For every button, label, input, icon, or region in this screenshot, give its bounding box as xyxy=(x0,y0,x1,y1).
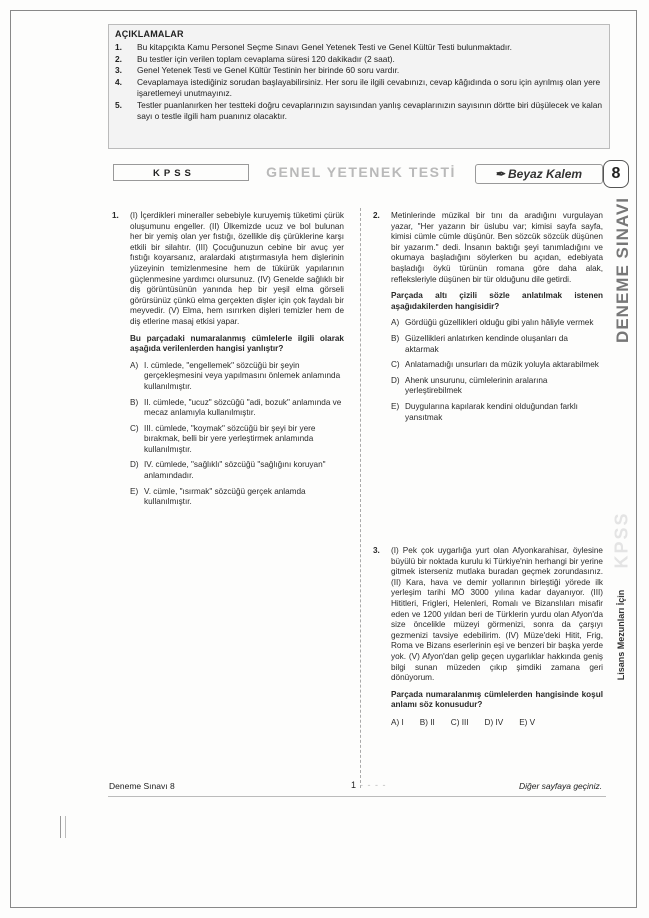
exam-label: KPSS xyxy=(113,164,249,181)
answer-option[interactable]: D) IV xyxy=(484,717,504,727)
feather-icon: ✒ xyxy=(495,167,506,181)
instruction-item: 4. Cevaplamaya istediğiniz sorudan başlayabilirsiniz. Her soru ile ilgili cevabınızı, cevap kâğıdında o soru için ayrılmış olan yere işaretlemeyi unutmayınız. xyxy=(115,77,601,99)
footer-page-number: 1 - - - - xyxy=(351,780,387,790)
question-2 xyxy=(373,211,603,428)
instructions-list xyxy=(115,42,603,123)
question-stem: Parçada altı çizili sözle anlatılmak istenen aşağıdakilerden hangisidir? xyxy=(391,291,603,311)
instruction-item: 3. Genel Yetenek Testi ve Genel Kültür Testinin her birinde 60 soru vardır. xyxy=(115,65,400,76)
page-number-badge: 8 xyxy=(603,160,629,188)
footer-exam-label: Deneme Sınavı 8 xyxy=(109,781,175,791)
instructions-box xyxy=(108,24,610,149)
answer-option[interactable]: A) I. cümlede, "engellemek" sözcüğü bir şeyin gerçekleşmesini veya yapılmasını önlemek anlamında kullanılmıştır. xyxy=(130,360,341,391)
instructions-title: AÇIKLAMALAR xyxy=(115,29,184,39)
answer-option[interactable]: E) Duygularına kapılarak kendini olduğundan farklı yansıtmak xyxy=(391,401,578,422)
footer-next-page: Diğer sayfaya geçiniz. xyxy=(519,781,603,791)
question-body: (I) Pek çok uygarlığa yurt olan Afyonkarahisar, öylesine büyülü bir noktada kurulu ki Türkiye'nin herhangi bir yerine gitmek isterseniz mutlaka buradan geçmek zorundasınız. (II) Kara, hava ve demir yollarının birleştiği yörede ilk yerleşim tarihi MÖ 3000 yılına kadar dayanıyor. (III) Hititleri, Frigleri, Helenleri, Romalı ve Bizanslıları misafir eden ve 1200 yıldan beri de Türklerin yurdu olan Afyon'da size öncelikle müzeyi görmenizi, sonra da çarşıyı gezmenizi tavsiye edebilirim. (IV) Müze'deki Hitit, Frig, Roma ve Bizans eserlerinin eşi ve benzeri bir başka yerde yok. (V) Afyon'dan gelip geçen uygarlıklar hakkında geniş bilgi sunan müzeden çıkıp şimdiki zamana geri dönüyorum. xyxy=(391,546,603,683)
answer-option[interactable]: D) IV. cümlede, "sağlıklı" sözcüğü "sağlığını koruyan" anlamındadır. xyxy=(130,460,326,481)
brand-logo xyxy=(475,164,603,184)
question-number: 3. xyxy=(373,546,380,555)
answer-option[interactable]: C) III xyxy=(450,717,469,727)
answer-option[interactable]: A) I xyxy=(391,717,404,727)
question-body: (I) İçerdikleri mineraller sebebiyle kuruyemiş tüketimi çürük oluşumunu engeller. (II) Ülkemizde ucuz ve bol bulunan her bir yemiş olan yer fıstığı, özellikle diş çürüklerine karşı etkili bir silahtır. (III) Çocuğunuzun cebine bir avuç yer fıstığı koyarsanız, aralardaki atıştırmasıyla hem dişlerinin yüzeyinin temizlenmesine hem de tükürük yapılarının güçlenmesine yardımcı olursunuz. (IV) Genelde sağlıklı bir diş görüntüsünün yanında hep bir yeşil elma görseli görürsünüz çünkü elma gerçekten dişler için çok faydalı bir meyvedir. (V) Elma, hem ısırırken dişleri temizler hem de diş etlerine masaj etkisi yapar. xyxy=(130,211,344,326)
answer-option[interactable]: B) II. cümlede, "ucuz" sözcüğü "adi, bozuk" anlamında ve mecaz anlamıyla kullanılmıştır. xyxy=(130,397,342,418)
answer-option[interactable]: B) Güzellikleri anlatırken kendinde oluşanları da aktarmak xyxy=(391,333,568,354)
question-body: Metinlerinde müzikal bir tını da aradığını vurgulayan yazar, "Her yazarın bir üslubu var; kimisi sayfa sayfa, kimisi cümle cümle düşünür. Ben sözcük sözcük düşünen bir yazarım." dedi. İnsanın baktığı şeyi tanımladığını ve okumaya başladığını söylerken bu açıdan, edebiyata başladığı öykü türünün romana göre daha alak, refleksleriyle düşünen bir tür olduğunu dile getirdi. xyxy=(391,211,603,284)
question-1 xyxy=(112,211,344,513)
footer-dots: - - - - xyxy=(360,780,387,790)
instruction-item: 2. Bu testler için verilen toplam cevaplama süresi 120 dakikadır (2 saat). xyxy=(115,53,395,64)
footer-rule xyxy=(108,796,606,797)
answer-option[interactable]: B) II xyxy=(419,717,435,727)
side-title: DENEME SINAVI xyxy=(613,197,632,343)
answer-option[interactable]: E) V xyxy=(519,717,536,727)
question-number: 2. xyxy=(373,211,380,220)
margin-mark xyxy=(60,816,66,838)
answer-options xyxy=(130,361,344,508)
instruction-item: 1. Bu kitapçıkta Kamu Personel Seçme Sınavı Genel Yetenek Testi ve Genel Kültür Testi bulunmaktadır. xyxy=(115,42,512,52)
question-3 xyxy=(373,546,603,729)
answer-option[interactable]: C) Anlatamadığı unsurları da müzik yoluyla aktarabilmek xyxy=(391,360,599,370)
answer-option[interactable]: A) Gördüğü güzellikleri olduğu gibi yalın hâliyle vermek xyxy=(391,318,594,328)
answer-options xyxy=(391,718,603,729)
question-stem: Bu parçadaki numaralanmış cümlelerle ilgili olarak aşağıda verilenlerden hangisi yanlıştır? xyxy=(130,333,344,354)
answer-options xyxy=(391,318,603,423)
question-number: 1. xyxy=(112,211,119,220)
brand-name: Beyaz Kalem xyxy=(508,167,583,181)
side-watermark: KPSS xyxy=(611,511,632,569)
answer-option[interactable]: C) III. cümlede, "koymak" sözcüğü bir şeyi bir yere bırakmak, belli bir yere yerleştirmek anlamında kullanılmıştır. xyxy=(130,423,316,454)
column-divider xyxy=(360,208,361,788)
test-name: GENEL YETENEK TESTİ xyxy=(266,164,456,180)
instruction-item: 5. Testler puanlanırken her testteki doğru cevaplarınızın sayısından yanlış cevaplarınızın sayısının dörtte biri düşülecek ve kalan sayı o testle ilgili ham puanınız olacaktır. xyxy=(115,100,603,122)
answer-option[interactable]: E) V. cümle, "ısırmak" sözcüğü gerçek anlamda kullanılmıştır. xyxy=(130,486,306,507)
answer-option[interactable]: D) Ahenk unsurunu, cümlelerinin aralarına yerleştirebilmek xyxy=(391,375,548,396)
question-stem: Parçada numaralanmış cümlelerden hangisinde koşul anlamı söz konusudur? xyxy=(391,689,603,710)
side-subtitle: Lisans Mezunları İçin xyxy=(616,589,626,681)
